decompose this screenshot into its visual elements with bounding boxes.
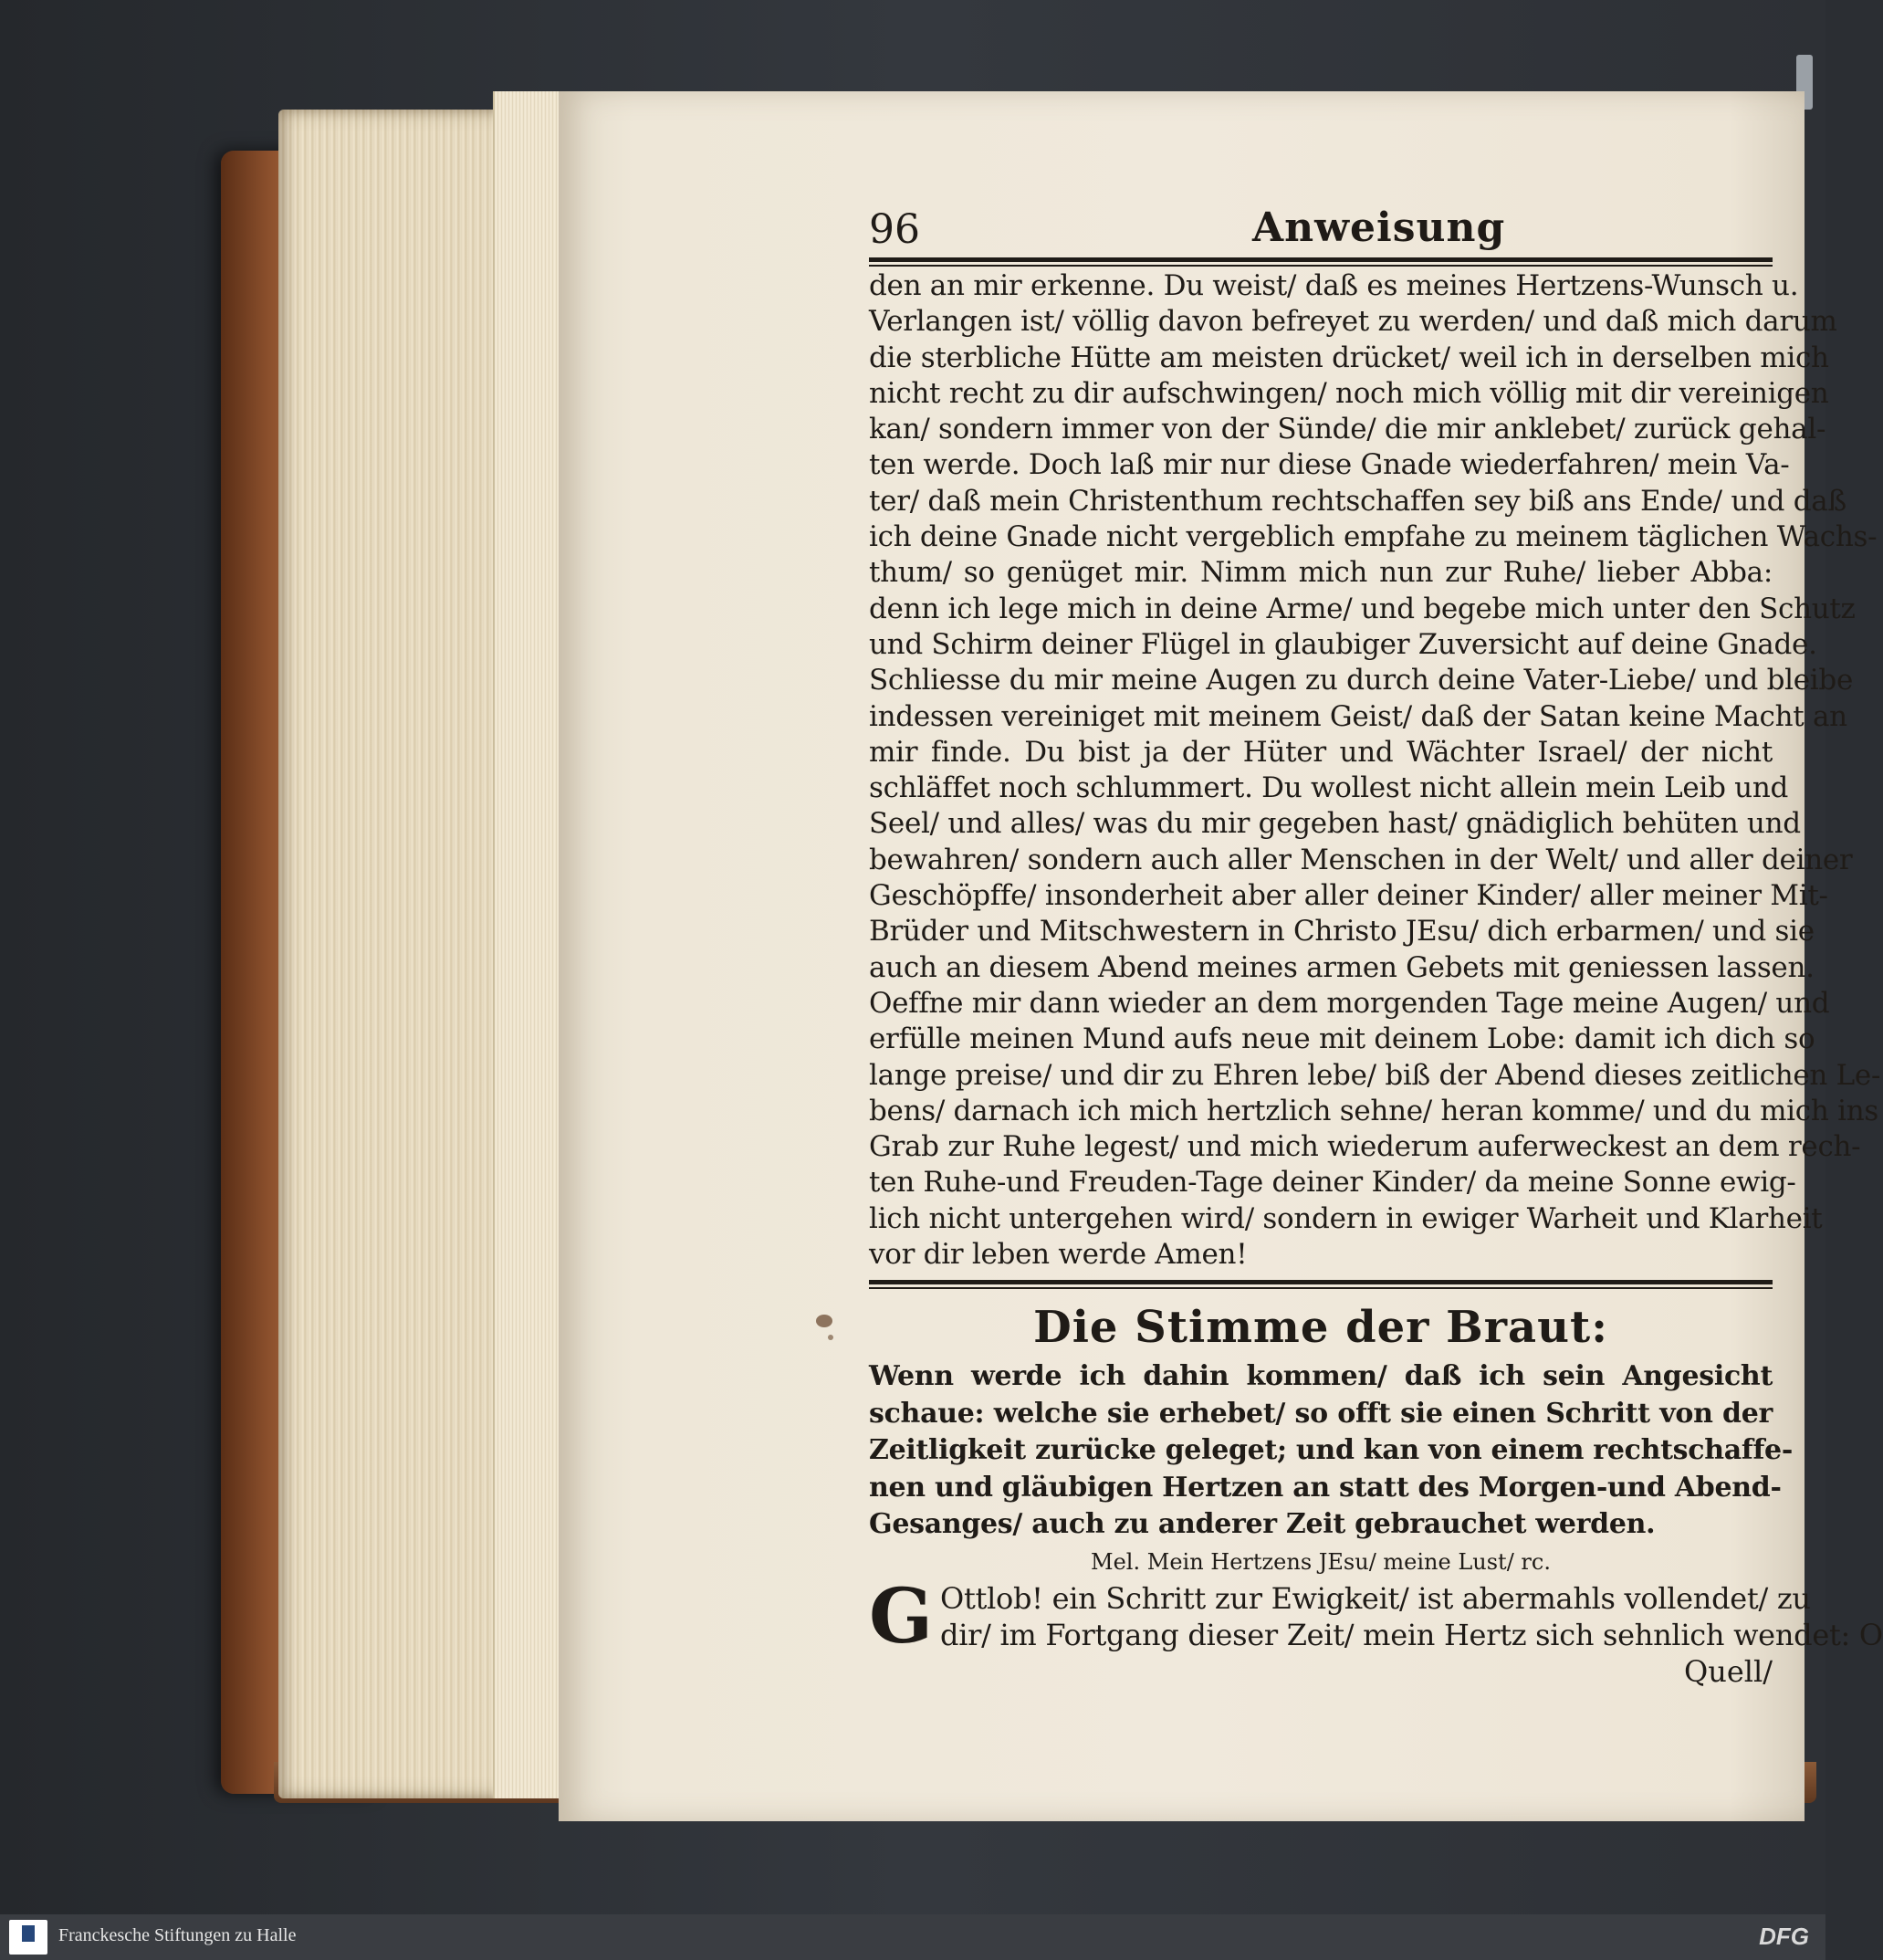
catchword: Quell/	[1683, 1653, 1773, 1689]
text-line: denn ich lege mich in deine Arme/ und begebe mich unter den Schutz	[869, 592, 1856, 625]
text-line: schläffet noch schlummert. Du wollest nicht allein mein Leib und	[869, 771, 1789, 805]
text-line: die sterbliche Hütte am meisten drücket/ weil ich in derselben mich	[869, 341, 1829, 374]
running-head: Anweisung	[1252, 204, 1506, 251]
text-line: bens/ darnach ich mich hertzlich sehne/ heran komme/ und du mich ins	[869, 1094, 1878, 1127]
text-line: Seel/ und alles/ was du mir gegeben hast/ gnädiglich behüten und	[869, 807, 1801, 841]
section-intro	[869, 1358, 1793, 1544]
text-line: Oeffne mir dann wieder an dem morgenden Tage meine Augen/ und	[869, 986, 1830, 1020]
page-header	[869, 201, 1773, 256]
text-line: Verlangen ist/ völlig davon befreyet zu werden/ und daß mich darum	[869, 305, 1837, 339]
text-line: thum/ so genüget mir. Nimm mich nun zur Ruhe/ lieber Abba:	[869, 556, 1773, 590]
melody-line: Mel. Mein Hertzens JEsu/ meine Lust/ rc.	[1091, 1548, 1551, 1575]
text-line: nen und gläubigen Hertzen an statt des Morgen-und Abend-	[869, 1471, 1782, 1504]
text-line: Geschöpffe/ insonderheit aber aller deiner Kinder/ aller meiner Mit-	[869, 879, 1828, 913]
dfg-logo: DFG	[1759, 1923, 1809, 1950]
text-line: Zeitligkeit zurücke geleget; und kan von einem rechtschaffe-	[869, 1434, 1793, 1467]
text-line: indessen vereiniget mit meinem Geist/ daß der Satan keine Macht an	[869, 699, 1847, 733]
stain-mark-small	[828, 1335, 833, 1340]
header-rule	[869, 257, 1773, 267]
hymn-text	[869, 1572, 1883, 1661]
viewer-footer	[0, 1914, 1825, 1960]
stain-mark	[816, 1315, 832, 1327]
text-line: lange preise/ und dir zu Ehren lebe/ biß der Abend dieses zeitlichen Le-	[869, 1058, 1881, 1092]
text-line: Ottlob! ein Schritt zur Ewigkeit/ ist abermahls vollendet/ zu	[940, 1580, 1811, 1616]
text-line: mir finde. Du bist ja der Hüter und Wächter Israel/ der nicht	[869, 735, 1773, 769]
text-line: vor dir leben werde Amen!	[869, 1238, 1248, 1272]
text-line: kan/ sondern immer von der Sünde/ die mir anklebet/ zurück gehal-	[869, 413, 1826, 446]
text-line: den an mir erkenne. Du weist/ daß es meines Hertzens-Wunsch u.	[869, 269, 1799, 302]
text-line: ten Ruhe-und Freuden-Tage deiner Kinder/ da meine Sonne ewig-	[869, 1166, 1796, 1200]
prayer-text	[869, 268, 1881, 1273]
page-stack-inner	[493, 91, 568, 1798]
text-line: Schliesse du mir meine Augen zu durch deine Vater-Liebe/ und bleibe	[869, 664, 1854, 697]
text-line: Grab zur Ruhe legest/ und mich wiederum auferweckest an dem rech-	[869, 1130, 1861, 1164]
text-line: erfülle meinen Mund aufs neue mit deinem Lobe: damit ich dich so	[869, 1022, 1815, 1056]
text-line: schaue: welche sie erhebet/ so offt sie einen Schritt von der	[869, 1397, 1773, 1430]
institution-name: Franckesche Stiftungen zu Halle	[58, 1925, 297, 1945]
text-line: auch an diesem Abend meines armen Gebets mit geniessen lassen.	[869, 950, 1815, 984]
text-line: Wenn werde ich dahin kommen/ daß ich sein Angesicht	[869, 1360, 1773, 1393]
text-line: Brüder und Mitschwestern in Christo JEsu/ dich erbarmen/ und sie	[869, 915, 1815, 949]
drop-cap: G	[869, 1572, 934, 1661]
section-title: Die Stimme der Braut:	[1033, 1302, 1608, 1354]
text-line: dir/ im Fortgang dieser Zeit/ mein Hertz sich sehnlich wendet: O	[940, 1617, 1883, 1652]
section-rule	[869, 1280, 1773, 1289]
text-line: lich nicht untergehen wird/ sondern in ewiger Warheit und Klarheit	[869, 1201, 1823, 1235]
page-number: 96	[869, 206, 920, 253]
text-line: ter/ daß mein Christenthum rechtschaffen sey biß ans Ende/ und daß	[869, 484, 1846, 518]
text-line: nicht recht zu dir aufschwingen/ noch mich völlig mit dir vereinigen	[869, 376, 1829, 410]
text-line: ten werde. Doch laß mir nur diese Gnade wiederfahren/ mein Va-	[869, 448, 1790, 482]
text-line: bewahren/ sondern auch aller Menschen in der Welt/ und aller deiner	[869, 843, 1853, 876]
text-line: und Schirm deiner Flügel in glaubiger Zuversicht auf deine Gnade.	[869, 627, 1817, 661]
text-line: Gesanges/ auch zu anderer Zeit gebrauchet werden.	[869, 1508, 1656, 1541]
institution-logo	[9, 1920, 47, 1955]
text-line: ich deine Gnade nicht vergeblich empfahe zu meinem täglichen Wachs-	[869, 520, 1878, 554]
text-block	[869, 201, 1883, 1690]
book-page	[559, 91, 1883, 1821]
